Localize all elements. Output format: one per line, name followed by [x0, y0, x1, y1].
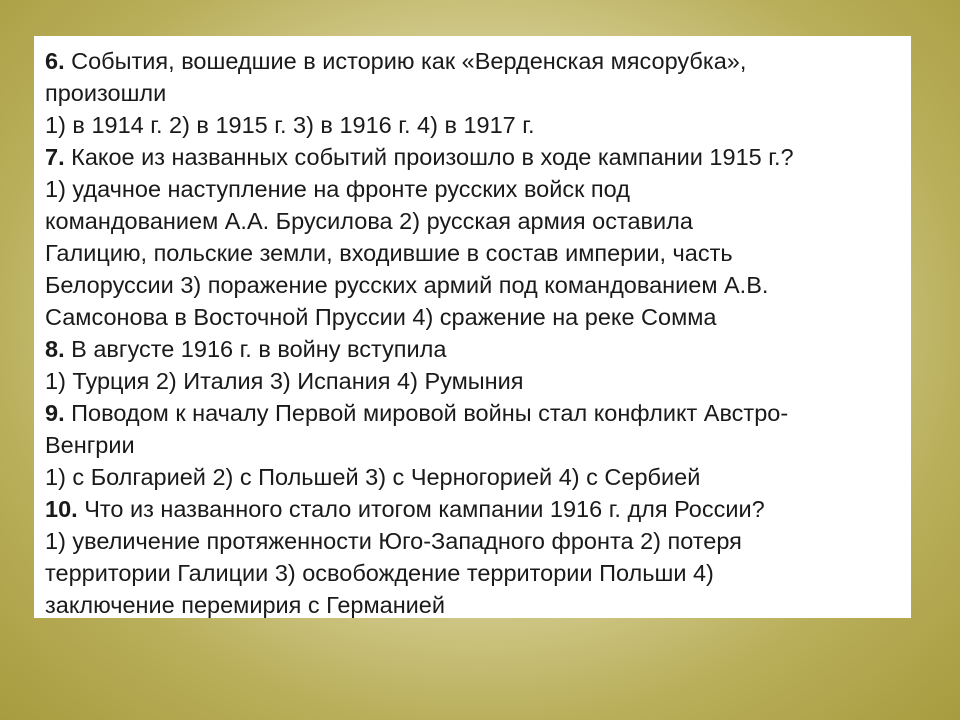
question-panel — [34, 36, 911, 618]
text-line — [45, 109, 901, 141]
line-text: Белоруссии 3) поражение русских армий под командованием А.В. — [45, 272, 769, 298]
question-number: 7. — [45, 144, 65, 170]
line-text: Самсонова в Восточной Пруссии 4) сражение на реке Сомма — [45, 304, 717, 330]
question-number: 10. — [45, 496, 78, 522]
line-text: 1) с Болгарией 2) с Польшей 3) с Черногорией 4) с Сербией — [45, 464, 701, 490]
text-line — [45, 333, 901, 365]
text-line — [45, 269, 901, 301]
question-number: 6. — [45, 48, 65, 74]
text-line — [45, 205, 901, 237]
text-line — [45, 429, 901, 461]
line-text: Галицию, польские земли, входившие в состав империи, часть — [45, 240, 733, 266]
line-text: 1) Турция 2) Италия 3) Испания 4) Румыния — [45, 368, 524, 394]
line-text: Венгрии — [45, 432, 135, 458]
text-line — [45, 45, 901, 77]
text-line — [45, 461, 901, 493]
text-line — [45, 77, 901, 109]
line-text: События, вошедшие в историю как «Верденская мясорубка», — [64, 48, 747, 74]
text-line — [45, 237, 901, 269]
question-number: 8. — [45, 336, 65, 362]
text-line — [45, 525, 901, 557]
text-line — [45, 493, 901, 525]
text-line — [45, 397, 901, 429]
line-text: 1) в 1914 г. 2) в 1915 г. 3) в 1916 г. 4) в 1917 г. — [45, 112, 535, 138]
line-text: 1) удачное наступление на фронте русских войск под — [45, 176, 630, 202]
line-text: Поводом к началу Первой мировой войны стал конфликт Австро- — [64, 400, 789, 426]
line-text: В августе 1916 г. в войну вступила — [64, 336, 447, 362]
text-line — [45, 589, 901, 621]
line-text: 1) увеличение протяженности Юго-Западного фронта 2) потеря — [45, 528, 742, 554]
line-text: произошли — [45, 80, 167, 106]
text-line — [45, 557, 901, 589]
text-line — [45, 173, 901, 205]
line-text: Что из названного стало итогом кампании 1916 г. для России? — [77, 496, 765, 522]
line-text: Какое из названных событий произошло в ходе кампании 1915 г.? — [64, 144, 794, 170]
line-text: командованием А.А. Брусилова 2) русская армия оставила — [45, 208, 693, 234]
line-text: заключение перемирия с Германией — [45, 592, 445, 618]
question-number: 9. — [45, 400, 65, 426]
text-line — [45, 365, 901, 397]
text-line — [45, 301, 901, 333]
line-text: территории Галиции 3) освобождение территории Польши 4) — [45, 560, 714, 586]
text-line — [45, 141, 901, 173]
